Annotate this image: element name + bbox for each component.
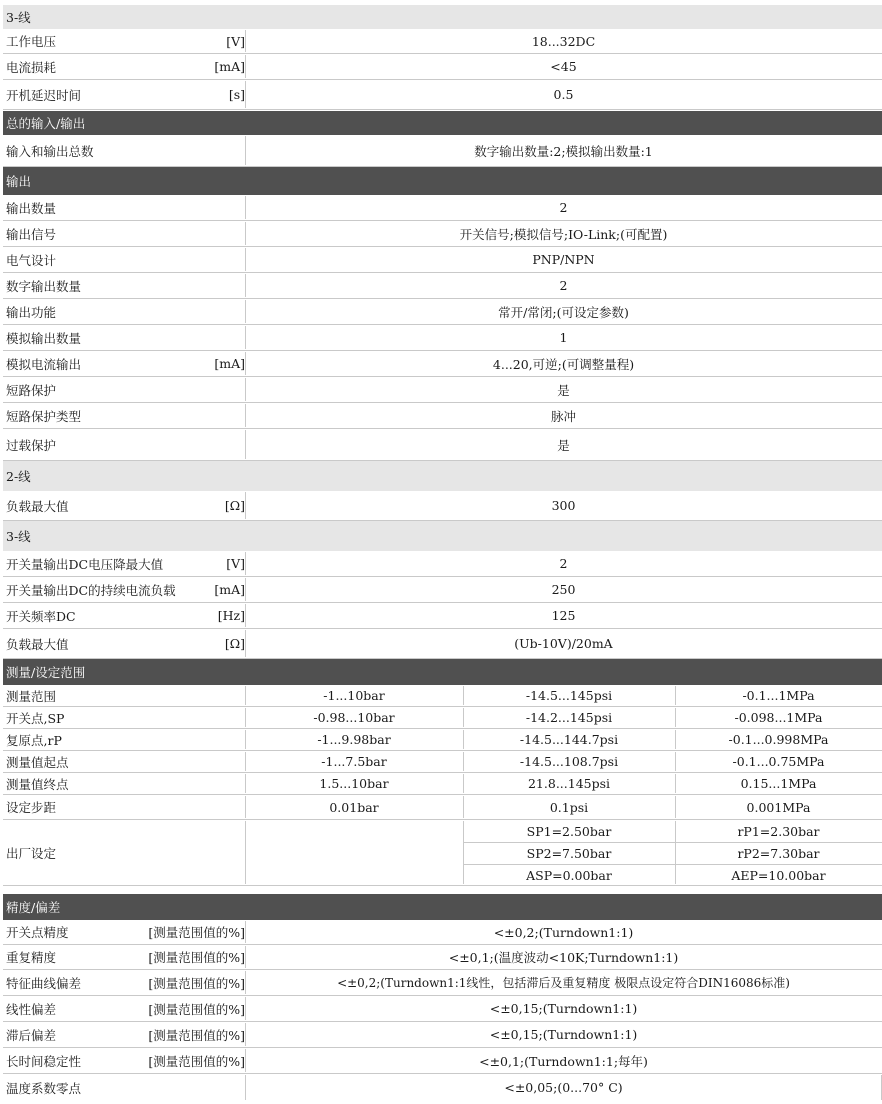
row-label: 电流损耗: [6, 59, 57, 75]
row-value: 开关信号;模拟信号;IO-Link;(可配置): [459, 226, 668, 242]
row-value: 2: [559, 200, 568, 215]
factory-settings-block: [3, 820, 882, 886]
section-title: 3-线: [6, 529, 31, 544]
row-unit: [mA]: [214, 356, 245, 371]
row-label: 复原点,rP: [6, 732, 62, 748]
factory-setting-value: rP2=7.30bar: [737, 845, 820, 861]
spec-row: [3, 135, 882, 167]
spec-row: [3, 603, 882, 629]
mpa-value: 0.15...1MPa: [740, 776, 817, 791]
section-title: 2-线: [6, 469, 31, 484]
row-value: (Ub-10V)/20mA: [514, 636, 613, 651]
factory-setting-value: rP1=2.30bar: [737, 823, 820, 839]
bar-value: -1...7.5bar: [321, 754, 387, 769]
row-value: 18...32DC: [531, 33, 596, 49]
section-title: 总的输入/输出: [6, 116, 86, 131]
row-unit: [测量范围值的%]: [148, 1001, 245, 1017]
accuracy-row: [3, 970, 882, 996]
spec-row: [3, 299, 882, 325]
mpa-value: -0.1...0.998MPa: [728, 732, 829, 747]
row-value: <45: [550, 59, 577, 74]
row-value: 2: [559, 556, 568, 571]
row-label: 短路保护: [6, 382, 57, 398]
row-value: 125: [551, 608, 576, 623]
row-unit: [mA]: [214, 59, 245, 74]
psi-value: -14.2...145psi: [525, 710, 613, 725]
accuracy-row: [3, 1074, 882, 1101]
row-unit: [s]: [228, 87, 245, 102]
spec-row: [3, 54, 882, 80]
factory-setting-value: SP1=2.50bar: [526, 823, 612, 839]
spec-row: [3, 273, 882, 299]
spec-row: [3, 629, 882, 659]
psi-value: 21.8...145psi: [527, 776, 611, 791]
spec-row: [3, 491, 882, 521]
bar-value: -1...10bar: [323, 688, 385, 703]
row-unit: [V]: [226, 33, 245, 49]
row-unit: [Ω]: [224, 498, 245, 513]
spec-row: [3, 429, 882, 461]
row-value: <±0,1;(温度波动<10K;Turndown1:1): [448, 950, 679, 965]
bar-value: -0.98...10bar: [313, 710, 395, 725]
row-unit: [Hz]: [217, 608, 245, 623]
row-label: 测量范围: [6, 688, 57, 704]
bar-value: 0.01bar: [329, 799, 379, 815]
range-row: [3, 751, 882, 773]
psi-value: -14.5...145psi: [525, 688, 613, 703]
factory-setting-value: AEP=10.00bar: [731, 867, 826, 883]
row-value: <±0,2;(Turndown1:1线性，包括滞后及重复精度 极限点设定符合DIN16086标准): [337, 976, 790, 990]
section-title: 精度/偏差: [6, 900, 61, 915]
row-unit: [测量范围值的%]: [148, 975, 245, 991]
section-title: 测量/设定范围: [6, 665, 86, 680]
row-value: <±0,1;(Turndown1:1;每年): [479, 1053, 648, 1069]
row-unit: [测量范围值的%]: [148, 950, 245, 965]
spec-row: [3, 247, 882, 273]
row-label: 电气设计: [6, 252, 57, 268]
accuracy-row: [3, 1022, 882, 1048]
row-label: 输出数量: [6, 200, 57, 216]
row-value: 300: [551, 498, 576, 513]
row-label: 输出信号: [6, 226, 57, 242]
row-value: 是: [557, 382, 570, 398]
mpa-value: -0.1...1MPa: [742, 688, 815, 703]
psi-value: -14.5...144.7psi: [519, 732, 619, 747]
section-title: 输出: [6, 174, 32, 189]
row-label: 长时间稳定性: [6, 1053, 82, 1069]
spec-row: [3, 325, 882, 351]
row-label: 设定步距: [6, 800, 57, 815]
row-value: 脉冲: [550, 408, 576, 424]
section-header-3-wire-2: [3, 521, 882, 551]
row-value: PNP/NPN: [532, 252, 595, 267]
row-label: 数字输出数量: [6, 278, 82, 294]
psi-value: -14.5...108.7psi: [519, 754, 619, 769]
spec-table: [3, 5, 882, 1101]
accuracy-row: [3, 920, 882, 945]
row-label: 工作电压: [6, 34, 57, 49]
row-label: 输出功能: [6, 304, 57, 320]
spec-row: [3, 221, 882, 247]
row-value: 是: [557, 437, 570, 453]
row-label: 测量值起点: [6, 754, 69, 770]
row-unit: [测量范围值的%]: [148, 1053, 245, 1069]
row-unit: [mA]: [214, 582, 245, 597]
row-value: <±0,05;(0...70° C): [504, 1080, 623, 1095]
row-value: 2: [559, 278, 568, 293]
row-label: 负载最大值: [6, 636, 69, 652]
spec-row: [3, 551, 882, 577]
row-label: 输入和输出总数: [6, 143, 94, 159]
bar-value: 1.5...10bar: [319, 776, 389, 791]
spec-row: [3, 195, 882, 221]
accuracy-row: [3, 1048, 882, 1074]
row-label: 开关频率DC: [6, 608, 76, 624]
row-label: 测量值终点: [6, 776, 69, 792]
factory-setting-value: SP2=7.50bar: [526, 845, 612, 861]
section-title: 3-线: [6, 10, 31, 25]
row-label: 模拟电流输出: [6, 356, 82, 372]
row-value: 常开/常闭;(可设定参数): [498, 304, 629, 320]
psi-value: 0.1psi: [549, 799, 589, 815]
row-value: 0.5: [553, 87, 574, 102]
row-label: 出厂设定: [6, 845, 57, 861]
row-value: 4...20,可逆;(可调整量程): [492, 356, 635, 372]
range-row: [3, 685, 882, 707]
section-header-measuring-range: [3, 659, 882, 685]
spec-row: [3, 377, 882, 403]
mpa-value: -0.1...0.75MPa: [732, 754, 825, 769]
row-unit: [Ω]: [224, 636, 245, 651]
section-header-total-io: [3, 111, 882, 135]
spec-row: [3, 577, 882, 603]
range-row: [3, 795, 882, 820]
column-divider: [245, 821, 246, 884]
row-label: 开关点精度: [6, 925, 69, 940]
row-unit: [V]: [226, 556, 245, 571]
spec-row: [3, 403, 882, 429]
row-label: 线性偏差: [6, 1001, 57, 1017]
row-label: 滞后偏差: [6, 1027, 57, 1043]
row-label: 开关量输出DC电压降最大值: [6, 556, 164, 572]
range-row: [3, 729, 882, 751]
accuracy-row: [3, 996, 882, 1022]
spec-row: [3, 351, 882, 377]
row-value: 250: [551, 582, 576, 597]
mpa-value: -0.098...1MPa: [734, 710, 823, 725]
row-label: 开关点,SP: [6, 710, 65, 726]
row-value: <±0,15;(Turndown1:1): [489, 1027, 638, 1042]
section-header-output: [3, 167, 882, 195]
row-label: 短路保护类型: [6, 408, 82, 424]
spec-row: [3, 29, 882, 54]
row-label: 特征曲线偏差: [6, 975, 82, 991]
range-row: [3, 707, 882, 729]
row-value: 1: [559, 330, 568, 345]
row-label: 重复精度: [6, 950, 57, 965]
row-label: 过载保护: [6, 437, 57, 453]
range-row: [3, 773, 882, 795]
spec-row: [3, 80, 882, 110]
section-header-3-wire: [3, 5, 882, 29]
row-value: 数字输出数量:2;模拟输出数量:1: [474, 143, 653, 159]
row-unit: [测量范围值的%]: [148, 1027, 245, 1043]
row-label: 模拟输出数量: [6, 330, 82, 346]
row-value: <±0,15;(Turndown1:1): [489, 1001, 638, 1016]
mpa-value: 0.001MPa: [746, 799, 811, 815]
row-label: 温度系数零点: [6, 1080, 82, 1096]
accuracy-row: [3, 945, 882, 970]
row-value: <±0,2;(Turndown1:1): [493, 924, 634, 940]
row-unit: [测量范围值的%]: [148, 925, 245, 940]
section-header-accuracy: [3, 894, 882, 920]
bar-value: -1...9.98bar: [317, 732, 391, 747]
section-header-2-wire: [3, 461, 882, 491]
factory-setting-value: ASP=0.00bar: [526, 867, 612, 883]
row-label: 开关量输出DC的持续电流负载: [6, 582, 176, 598]
row-label: 负载最大值: [6, 498, 69, 514]
row-label: 开机延迟时间: [6, 87, 82, 103]
